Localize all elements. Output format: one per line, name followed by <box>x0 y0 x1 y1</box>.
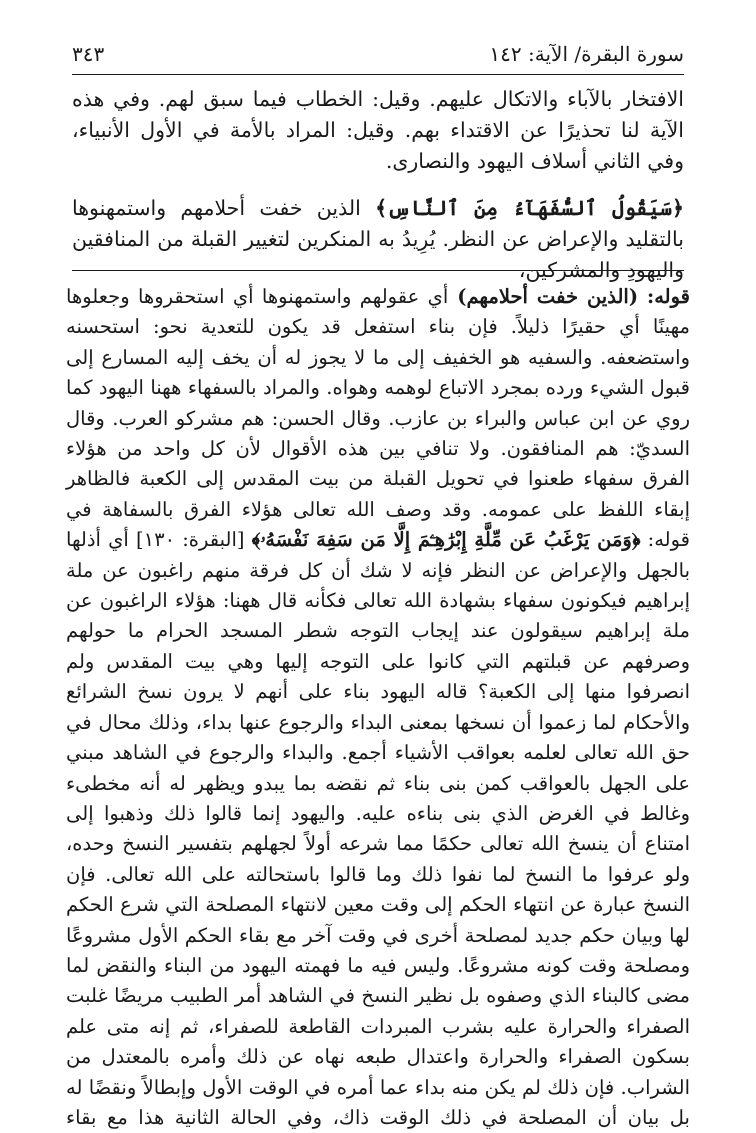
commentary-text-1: أي عقولهم واستمهنوها أي استحقروها وجعلوها مهينًا أي حقيرًا ذليلاً. فإن بناء استفعل قد يكون للتعدية نحو: استحسنه واستضعفه. والسفيه هو الخفيف إلى ما لا يجوز له أن يخف إليه المسارع إلى قبول الشيء ورده بمجرد الاتباع لوهمه وهواه. والمراد بالسفهاء ههنا اليهود كما روي عن ابن عباس والبراء بن عازب. وقال الحسن: هم مشركو العرب. وقال السديّ: هم المنافقون. ولا تنافي بين هذه الأقوال لأن كل واحد من هؤلاء الفرق سفهاء طعنوا في تحويل القبلة من بيت المقدس إلى الكعبة فالظاهر إبقاء اللفظ على عمومه. وقد وصف الله تعالى هؤلاء الفرق بالسفاهة في قوله: <box>66 285 690 552</box>
quran-verse: ﴿سَيَقُولُ ٱلسُّفَهَآءُ مِنَ ٱلنَّاسِ﴾ <box>375 196 685 220</box>
commentary-lead: قوله: <box>647 285 690 308</box>
commentary-quote: (الذين خفت أحلامهم) <box>448 285 647 308</box>
commentary-text-2: أي أذلها بالجهل والإعراض عن النظر فإنه لا شك أن كل فرقة منهم راغبون عن ملة إبراهيم فيكونون سفهاء بشهادة الله تعالى فكأنه قال ههنا: هؤلاء الراغبون عن ملة إبراهيم سيقولون عند إيجاب التوجه شطر المسجد الحرام ما حولهم وصرفهم عن قبلتهم التي كانوا على التوجه إليها وهي بيت المقدس ولم انصرفوا منها إلى الكعبة؟ قاله اليهود بناء على أنهم لا يرون نسخ الشرائع والأحكام لما زعموا أن نسخها بمعنى البداء والرجوع عنها بداء، وذلك محال في حق الله تعالى لعلمه بعواقب الأشياء أجمع. والبداء والرجوع في الشاهد مبني على الجهل بالعواقب كمن بنى بناء ثم نقضه بما يبدو ويظهر له أنه مخطىء وغالط في الغرض الذي بنى بناءه عليه. واليهود إنما قالوا ذلك وذهبوا إلى امتناع أن ينسخ الله تعالى حكمًا مما شرعه أولاً لجهلهم بتفسير النسخ وحده، ولو عرفوا ما النسخ لما نفوا ذلك وما قالوا باستحالته على الله تعالى. فإن النسخ عبارة عن انتهاء الحكم إلى وقت معين لانتهاء المصلحة التي شرع الحكم لها وبيان حكم جديد لمصلحة أخرى في وقت آخر مع بقاء الحكم الأول مشروعًا ومصلحة وقت كونه مشروعًا. وليس فيه ما فهمته اليهود من البناء والنقض لما مضى كالبناء الذي وصفوه بل نظير النسخ في الشاهد أمر الطبيب مريضًا غلبت الصفراء والحرارة عليه بشرب المبردات القاطعة للصفراء، ثم إنه متى علم بسكون الصفراء والحرارة واعتدال طبعه نهاه عن ذلك وأمره بالمعتدل من الشراب. فإن ذلك لم يكن منه بداء عما أمره في الوقت الأول وإبطالاً ونقضًا له بل بيان أن المصلحة في ذلك الوقت ذاك، وفي الحالة الثانية هذا مع بقاء <box>66 528 690 1129</box>
commentary-section <box>66 282 690 1133</box>
verse-explanation: الذين خفت أحلامهم واستمهنوها بالتقليد والإعراض عن النظر. يُرِيدُ به المنكرين لتغيير القبلة من المنافقين واليهودِ والمشركين، <box>72 196 684 282</box>
page-number: ٣٤٣ <box>72 42 105 66</box>
page-header <box>72 38 684 70</box>
quran-verse-inline: ﴿وَمَن يَرْغَبُ عَن مِّلَّةِ إِبْرَٰهِـۧمَ إِلَّا مَن سَفِهَ نَفْسَهُۥ﴾ <box>251 528 641 552</box>
upper-text-section <box>72 84 684 286</box>
footnote-divider <box>72 270 684 271</box>
header-rule <box>72 74 684 75</box>
commentary-paragraph <box>66 282 690 1133</box>
verse-paragraph <box>72 193 684 286</box>
surah-reference: سورة البقرة/ الآية: ١٤٢ <box>489 42 684 66</box>
verse-reference: [البقرة: ١٣٠] <box>128 528 252 552</box>
upper-paragraph: الافتخار بالآباء والاتكال عليهم. وقيل: الخطاب فيما سبق لهم. وفي هذه الآية لنا تحذيرًا عن الاقتداء بهم. وقيل: المراد بالأمة في الأول الأنبياء، وفي الثاني أسلاف اليهود والنصارى. <box>72 87 684 173</box>
